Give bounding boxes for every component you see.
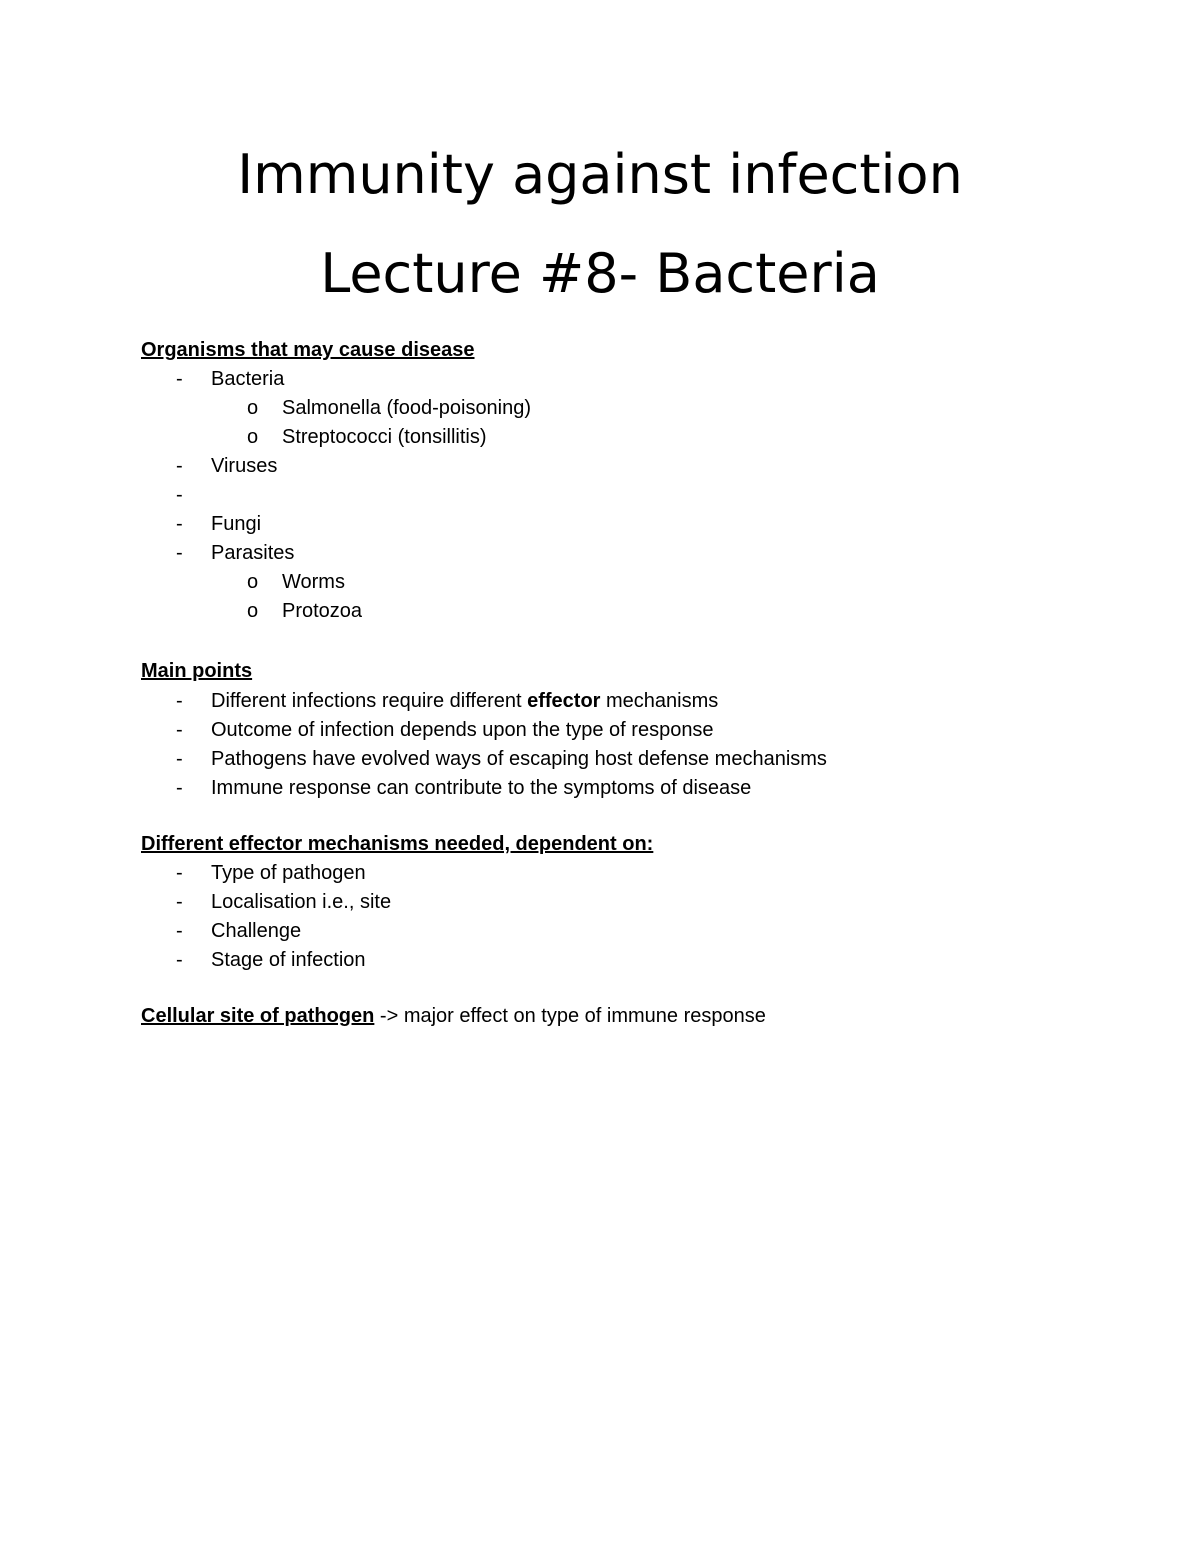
list-item-label: Outcome of infection depends upon the type of response — [211, 719, 714, 741]
dash-bullet: - — [176, 920, 183, 942]
cellular-site-text: -> major effect on type of immune response — [374, 1005, 766, 1027]
dash-bullet: - — [176, 862, 183, 884]
list-item-empty — [141, 481, 461, 510]
list-item-label: Localisation i.e., site — [211, 891, 392, 913]
sub-list-item — [211, 394, 531, 423]
section-heading-main-points: Main points — [141, 660, 253, 682]
document-subtitle: Lecture #8- Bacteria — [320, 242, 880, 305]
sub-list-item — [211, 568, 531, 597]
list-item — [141, 859, 391, 888]
list-item — [141, 365, 532, 452]
section-heading-effector: Different effector mechanisms needed, dependent on: — [141, 833, 654, 855]
dash-bullet: - — [176, 748, 183, 770]
list-item-label: Pathogens have evolved ways of escaping host defense mechanisms — [211, 748, 827, 770]
cellular-site-heading: Cellular site of pathogen — [141, 1005, 375, 1027]
organisms-list — [141, 365, 532, 626]
list-item — [141, 510, 461, 539]
main-points-list — [141, 687, 827, 803]
dash-bullet: - — [176, 513, 183, 535]
list-item — [141, 452, 461, 481]
list-item-label: Type of pathogen — [211, 862, 366, 884]
list-item — [141, 888, 391, 917]
dash-bullet: - — [176, 368, 183, 390]
document-title: Immunity against infection — [237, 143, 963, 206]
list-item — [141, 774, 827, 803]
circle-bullet: o — [247, 600, 259, 622]
dash-bullet: - — [176, 542, 183, 564]
sub-list — [211, 394, 532, 452]
dash-bullet: - — [176, 690, 183, 712]
list-item — [141, 687, 827, 716]
list-item — [141, 716, 827, 745]
circle-bullet: o — [247, 571, 259, 593]
list-item-label: Stage of infection — [211, 949, 366, 971]
list-item — [141, 917, 391, 946]
list-item-label: Fungi — [211, 513, 262, 535]
list-item-label: Viruses — [211, 455, 278, 477]
dash-bullet: - — [176, 719, 183, 741]
sub-list-item-label: Protozoa — [282, 600, 363, 622]
list-item — [141, 539, 461, 626]
sub-list-item-label: Worms — [282, 571, 345, 593]
list-item-bold-term: effector — [527, 690, 601, 712]
circle-bullet: o — [247, 397, 259, 419]
sub-list-item-label: Salmonella (food-poisoning) — [282, 397, 532, 419]
list-item-label: Bacteria — [211, 368, 285, 390]
dash-bullet: - — [176, 891, 183, 913]
list-item-label: Challenge — [211, 920, 302, 942]
dash-bullet: - — [176, 949, 183, 971]
dash-bullet: - — [176, 455, 183, 477]
cellular-site-statement — [141, 1002, 766, 1031]
list-item — [141, 745, 827, 774]
section-heading-organisms: Organisms that may cause disease — [141, 339, 475, 361]
dash-bullet: - — [176, 484, 183, 506]
sub-list-item-label: Streptococci (tonsillitis) — [282, 426, 487, 448]
list-item-text-before: Different infections require different — [211, 690, 528, 712]
list-item-label: Parasites — [211, 542, 295, 564]
list-item-label: Immune response can contribute to the symptoms of disease — [211, 777, 752, 799]
effector-list — [141, 859, 391, 975]
list-item — [141, 946, 391, 975]
list-item-text-after: mechanisms — [600, 690, 719, 712]
dash-bullet: - — [176, 777, 183, 799]
sub-list-item — [211, 597, 531, 626]
circle-bullet: o — [247, 426, 259, 448]
sub-list — [211, 568, 461, 626]
sub-list-item — [211, 423, 531, 452]
